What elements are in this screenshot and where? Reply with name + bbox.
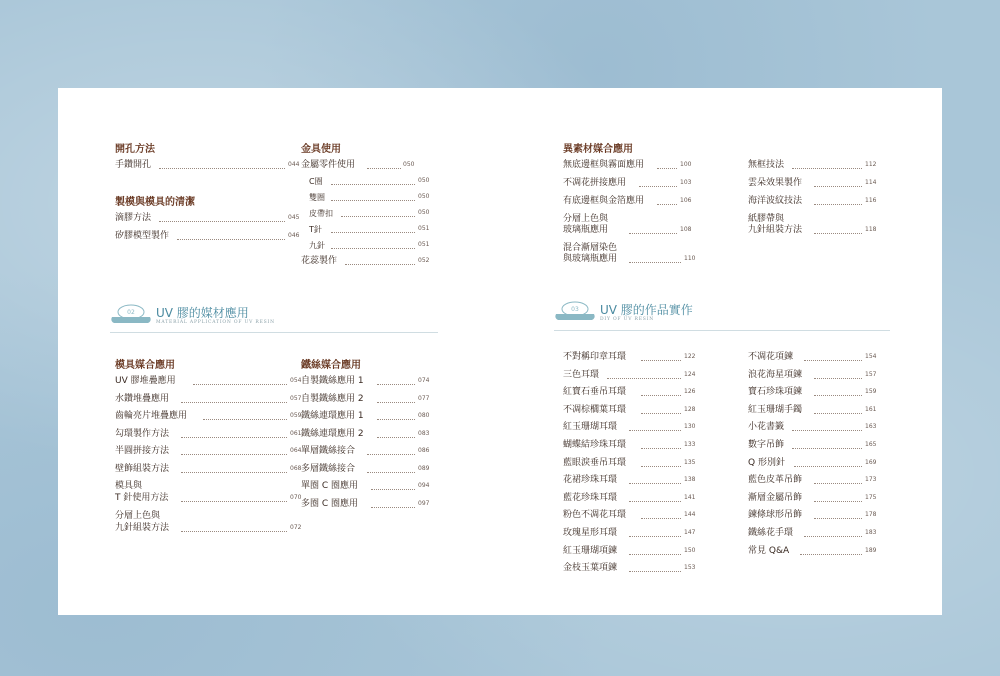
- toc-item[interactable]: [563, 160, 753, 178]
- leader-dots: [331, 232, 415, 233]
- toc-item-page: 059: [290, 412, 302, 419]
- toc-item-page: 089: [418, 464, 430, 472]
- leader-dots: [629, 554, 681, 555]
- toc-item[interactable]: [301, 446, 451, 464]
- toc-item-label: 滴膠方法: [115, 213, 152, 223]
- toc-item-page: 122: [684, 353, 696, 360]
- leader-dots: [641, 360, 681, 361]
- toc-item-label: 齒輪亮片堆疊應用: [115, 411, 188, 421]
- toc-item-page: 070: [290, 494, 302, 501]
- toc-item[interactable]: [115, 160, 305, 178]
- section-divider: [110, 332, 438, 333]
- leader-dots: [377, 437, 415, 438]
- toc-item[interactable]: [301, 481, 451, 499]
- toc-item-page: 074: [418, 377, 430, 384]
- toc-item-page: 169: [865, 458, 877, 466]
- leader-dots: [181, 454, 287, 455]
- category-title: 金具使用: [301, 144, 341, 155]
- toc-item-page: 138: [684, 476, 696, 484]
- toc-item-label: 手鑽開孔: [115, 160, 152, 170]
- toc-item[interactable]: [563, 422, 733, 440]
- toc-item-page: 124: [684, 370, 696, 378]
- toc-item[interactable]: [748, 196, 888, 214]
- toc-item[interactable]: [563, 563, 733, 581]
- toc-item-page: 072: [290, 524, 302, 531]
- toc-item[interactable]: [748, 422, 888, 440]
- toc-item-label: 紅玉珊瑚項鍊: [563, 545, 618, 556]
- toc-item-label: 不凋花項鍊: [748, 352, 794, 362]
- leader-dots: [629, 571, 681, 572]
- toc-item[interactable]: [563, 475, 733, 493]
- toc-item[interactable]: [748, 546, 888, 564]
- leader-dots: [181, 402, 287, 403]
- leader-dots: [804, 360, 862, 361]
- toc-item[interactable]: [563, 440, 733, 458]
- toc-item-page: 147: [684, 528, 696, 536]
- toc-item[interactable]: [748, 528, 888, 546]
- leader-dots: [177, 239, 285, 240]
- toc-item-label: 壁飾組裝方法: [115, 463, 170, 474]
- leader-dots: [377, 402, 415, 403]
- toc-item[interactable]: [301, 256, 451, 272]
- toc-item-page: 050: [418, 177, 430, 184]
- toc-item-label: 金屬零件使用: [301, 160, 356, 170]
- leader-dots: [814, 518, 862, 519]
- toc-item-page: 044: [288, 161, 300, 168]
- toc-item[interactable]: [748, 440, 888, 458]
- toc-item-page: 128: [684, 405, 696, 413]
- toc-item-page: 045: [288, 214, 300, 221]
- toc-item-label: UV 膠堆疊應用: [115, 376, 176, 386]
- toc-item-label: 分層上色與: [563, 214, 609, 224]
- toc-item[interactable]: [563, 214, 753, 243]
- toc-item[interactable]: [301, 240, 451, 256]
- toc-item-page: 052: [418, 257, 430, 264]
- toc-list: [115, 213, 305, 249]
- leader-dots: [814, 186, 862, 187]
- toc-item-page: 118: [865, 226, 877, 233]
- toc-item-label: 海洋波紋技法: [748, 196, 803, 206]
- toc-item-page: 083: [418, 429, 430, 437]
- toc-item-label: 模具與: [115, 481, 143, 491]
- toc-item-label: 不凋花拼接應用: [563, 178, 627, 188]
- leader-dots: [345, 264, 415, 265]
- toc-item-page: 154: [865, 353, 877, 360]
- toc-item-label: 不對稱印章耳環: [563, 352, 627, 362]
- toc-item-page: 116: [865, 197, 877, 204]
- toc-item[interactable]: [748, 352, 888, 370]
- leader-dots: [814, 501, 862, 502]
- toc-item[interactable]: [301, 394, 451, 412]
- leader-dots: [629, 233, 677, 234]
- toc-item-label: 矽膠模型製作: [115, 231, 170, 241]
- toc-item-page: 178: [865, 511, 877, 519]
- toc-item-label: 鍊條球形吊飾: [748, 510, 803, 521]
- toc-item[interactable]: [748, 387, 888, 405]
- leader-dots: [159, 168, 285, 169]
- toc-item-page: 057: [290, 394, 302, 402]
- toc-item-label: 花蕊製作: [301, 256, 338, 266]
- toc-item-label: 紅玉珊瑚耳環: [563, 422, 618, 433]
- toc-item-page: 050: [403, 161, 415, 168]
- toc-item-page: 157: [865, 370, 877, 378]
- toc-item-page: 051: [418, 241, 430, 248]
- leader-dots: [181, 472, 287, 473]
- toc-item-label: 勾環製作方法: [115, 428, 170, 439]
- leader-dots: [371, 489, 415, 490]
- toc-item[interactable]: [301, 208, 451, 224]
- toc-item-page: 080: [418, 412, 430, 419]
- toc-item-label: 多圈 C 圈應用: [301, 498, 359, 509]
- leader-dots: [181, 531, 287, 532]
- toc-item[interactable]: [115, 411, 315, 429]
- section-divider: [554, 330, 890, 331]
- toc-item-page: 094: [418, 482, 430, 489]
- leader-dots: [641, 466, 681, 467]
- toc-item-label: 粉色不凋花耳環: [563, 510, 627, 521]
- toc-item[interactable]: [563, 405, 733, 423]
- toc-list: [563, 352, 733, 581]
- toc-item[interactable]: [748, 493, 888, 511]
- leader-dots: [814, 395, 862, 396]
- toc-item[interactable]: [563, 243, 753, 272]
- leader-dots: [341, 216, 415, 217]
- leader-dots: [641, 413, 681, 414]
- section-title: UV 膠的作品實作: [600, 303, 693, 317]
- section-title: UV 膠的媒材應用: [156, 306, 249, 320]
- toc-item-label-line2: 九針組裝方法: [748, 225, 803, 235]
- toc-item-page: 144: [684, 511, 696, 519]
- toc-item-label-line2: T 針使用方法: [115, 493, 169, 503]
- toc-item-page: 100: [680, 161, 692, 168]
- toc-item[interactable]: [301, 499, 451, 517]
- toc-item-label: T針: [309, 225, 322, 234]
- toc-list: [748, 160, 888, 243]
- toc-item-label: 有底邊框與金箔應用: [563, 196, 645, 206]
- toc-item-label: 鐵絲連環應用 2: [301, 428, 364, 439]
- toc-item-label: 紙膠帶與: [748, 214, 785, 224]
- toc-item-page: 150: [684, 546, 696, 554]
- toc-item[interactable]: [748, 178, 888, 196]
- toc-item-page: 097: [418, 499, 430, 507]
- toc-item-label: 浪花海星項鍊: [748, 369, 803, 380]
- toc-item[interactable]: [563, 352, 733, 370]
- section-subtitle: MATERIAL APPLICATION OF UV RESIN: [156, 320, 275, 325]
- toc-item-page: 046: [288, 232, 300, 239]
- toc-item-label: 雙圈: [309, 193, 325, 202]
- toc-item-page: 051: [418, 225, 430, 232]
- leader-dots: [629, 501, 681, 502]
- toc-item[interactable]: [563, 370, 733, 388]
- toc-item-label: 小花書籤: [748, 422, 785, 433]
- toc-item-label: Q 形別針: [748, 457, 785, 468]
- toc-item-page: 077: [418, 394, 430, 402]
- toc-item[interactable]: [563, 387, 733, 405]
- toc-list: [563, 160, 753, 272]
- toc-item-page: 189: [865, 546, 877, 554]
- toc-item-label: 金枝玉葉項鍊: [563, 563, 618, 574]
- toc-item[interactable]: [301, 464, 451, 482]
- toc-item-label: 鐵絲花手環: [748, 527, 794, 538]
- toc-item[interactable]: [301, 376, 451, 394]
- leader-dots: [331, 184, 415, 185]
- leader-dots: [792, 430, 862, 431]
- toc-item-label-line2: 與玻璃瓶應用: [563, 254, 618, 264]
- category-title: 開孔方法: [115, 144, 155, 155]
- leader-dots: [371, 507, 415, 508]
- category-title: 製模與模具的清潔: [115, 197, 195, 208]
- leader-dots: [367, 454, 415, 455]
- toc-item[interactable]: [301, 192, 451, 208]
- toc-item-label: 不凋棕櫚葉耳環: [563, 404, 627, 415]
- toc-item[interactable]: [748, 405, 888, 423]
- toc-item[interactable]: [748, 214, 888, 243]
- toc-item-label: 無框技法: [748, 160, 785, 170]
- toc-item-page: 106: [680, 197, 692, 204]
- leader-dots: [639, 186, 677, 187]
- toc-item[interactable]: [563, 546, 733, 564]
- toc-item[interactable]: [301, 224, 451, 240]
- toc-item-label: 常見 Q&A: [748, 545, 790, 556]
- toc-item[interactable]: [748, 510, 888, 528]
- toc-item-label: 紅寶石垂吊耳環: [563, 387, 627, 398]
- leader-dots: [814, 413, 862, 414]
- toc-item-page: 108: [680, 226, 692, 233]
- toc-item[interactable]: [115, 429, 315, 447]
- toc-item-label: 雲朵效果製作: [748, 178, 803, 188]
- toc-item[interactable]: [563, 510, 733, 528]
- toc-item[interactable]: [301, 160, 451, 176]
- toc-item-label: 寶石珍珠項鍊: [748, 387, 803, 398]
- toc-item-label: 花裙珍珠耳環: [563, 475, 618, 486]
- leader-dots: [641, 395, 681, 396]
- toc-item-label: 單層鐵絲接合: [301, 446, 356, 456]
- leader-dots: [181, 437, 287, 438]
- toc-item-page: 133: [684, 440, 696, 448]
- toc-item-page: 068: [290, 464, 302, 472]
- leader-dots: [629, 483, 681, 484]
- toc-item-label: 水鑽堆疊應用: [115, 393, 170, 404]
- toc-item[interactable]: [748, 160, 888, 178]
- toc-item-label: C圈: [309, 177, 323, 186]
- section-number: 02: [127, 309, 135, 316]
- leader-dots: [377, 384, 415, 385]
- toc-item[interactable]: [563, 196, 753, 214]
- toc-item-page: 163: [865, 423, 877, 431]
- leader-dots: [814, 378, 862, 379]
- leader-dots: [657, 168, 677, 169]
- toc-item-page: 064: [290, 447, 302, 454]
- toc-item[interactable]: [748, 458, 888, 476]
- toc-item-page: 050: [418, 209, 430, 216]
- toc-item-label: 藍色皮革吊飾: [748, 475, 803, 486]
- toc-item-label: 漸層金屬吊飾: [748, 492, 803, 503]
- leader-dots: [792, 448, 862, 449]
- toc-item-label-line2: 九針組裝方法: [115, 523, 170, 533]
- leader-dots: [377, 419, 415, 420]
- toc-item-label: 皮帶扣: [309, 209, 333, 218]
- toc-item-label: 半圓拼接方法: [115, 446, 170, 456]
- toc-item-label: 數字吊飾: [748, 439, 785, 450]
- leader-dots: [814, 233, 862, 234]
- toc-item-page: 086: [418, 447, 430, 454]
- book-spread: [58, 88, 942, 615]
- toc-item-page: 126: [684, 388, 696, 396]
- toc-item-page: 141: [684, 493, 696, 501]
- toc-item-page: 061: [290, 429, 302, 437]
- toc-item-label: 藍眼淚垂吊耳環: [563, 457, 627, 468]
- leader-dots: [159, 221, 285, 222]
- toc-item-page: 175: [865, 493, 877, 501]
- toc-item-page: 165: [865, 440, 877, 448]
- leader-dots: [814, 483, 862, 484]
- leader-dots: [203, 419, 287, 420]
- leader-dots: [629, 262, 681, 263]
- toc-list: [748, 352, 888, 563]
- toc-item[interactable]: [563, 493, 733, 511]
- leader-dots: [331, 248, 415, 249]
- section-badge-03: [554, 300, 596, 324]
- toc-item-label: 無底邊框與霧面應用: [563, 160, 645, 170]
- toc-item-label: 自製鐵絲應用 2: [301, 393, 364, 404]
- toc-item[interactable]: [115, 394, 315, 412]
- toc-item-page: 173: [865, 476, 877, 484]
- toc-item-label: 三色耳環: [563, 369, 600, 380]
- section-number: 03: [571, 306, 579, 313]
- toc-item-page: 161: [865, 405, 877, 413]
- toc-item[interactable]: [301, 411, 451, 429]
- leader-dots: [794, 466, 862, 467]
- leader-dots: [331, 200, 415, 201]
- toc-item[interactable]: [563, 528, 733, 546]
- toc-item-page: 135: [684, 458, 696, 466]
- category-title: 鐵絲媒合應用: [301, 360, 361, 371]
- toc-item-page: 103: [680, 179, 692, 186]
- toc-item-label: 九針: [309, 241, 325, 250]
- toc-item[interactable]: [301, 429, 451, 447]
- category-title: 異素材媒合應用: [563, 144, 633, 155]
- leader-dots: [814, 204, 862, 205]
- leader-dots: [607, 378, 681, 379]
- leader-dots: [641, 448, 681, 449]
- toc-item-label: 玫瑰星形耳環: [563, 527, 618, 538]
- toc-item[interactable]: [748, 370, 888, 388]
- toc-list: [301, 160, 451, 272]
- toc-item-page: 110: [684, 255, 696, 262]
- toc-item[interactable]: [115, 446, 315, 464]
- toc-item-page: 183: [865, 528, 877, 536]
- toc-item-page: 112: [865, 161, 877, 168]
- leader-dots: [800, 554, 862, 555]
- toc-item-page: 130: [684, 423, 696, 431]
- toc-item-label-line2: 玻璃瓶應用: [563, 225, 609, 235]
- toc-item[interactable]: [748, 475, 888, 493]
- toc-item-label: 鐵絲連環應用 1: [301, 411, 364, 421]
- category-title: 模具媒合應用: [115, 360, 175, 371]
- toc-item-label: 單圈 C 圈應用: [301, 481, 359, 491]
- toc-item-label: 蝴蝶結珍珠耳環: [563, 439, 627, 450]
- toc-list: [115, 160, 305, 178]
- toc-item-label: 紅玉珊瑚手鐲: [748, 404, 803, 415]
- toc-item[interactable]: [115, 464, 315, 482]
- leader-dots: [367, 168, 401, 169]
- toc-item[interactable]: [115, 231, 305, 249]
- toc-list: [301, 376, 451, 516]
- toc-item-label: 混合漸層染色: [563, 243, 618, 253]
- toc-item-page: 050: [418, 193, 430, 200]
- toc-item[interactable]: [115, 213, 305, 231]
- toc-item[interactable]: [115, 481, 315, 511]
- section-badge-02: [110, 303, 152, 327]
- section-subtitle: DIY OF UV RESIN: [600, 317, 654, 322]
- toc-item-page: 114: [865, 179, 877, 186]
- leader-dots: [641, 518, 681, 519]
- toc-item[interactable]: [563, 458, 733, 476]
- leader-dots: [193, 384, 287, 385]
- toc-item-page: 054: [290, 377, 302, 384]
- leader-dots: [629, 536, 681, 537]
- toc-item-label: 藍花珍珠耳環: [563, 492, 618, 503]
- leader-dots: [804, 536, 862, 537]
- toc-item[interactable]: [115, 376, 315, 394]
- toc-item-label: 多層鐵絲接合: [301, 463, 356, 474]
- leader-dots: [367, 472, 415, 473]
- toc-item[interactable]: [563, 178, 753, 196]
- toc-item[interactable]: [301, 176, 451, 192]
- toc-item-label: 自製鐵絲應用 1: [301, 376, 364, 386]
- toc-item-label: 分層上色與: [115, 511, 161, 521]
- toc-item-page: 159: [865, 388, 877, 396]
- leader-dots: [181, 501, 287, 502]
- leader-dots: [792, 168, 862, 169]
- toc-item-page: 153: [684, 564, 696, 572]
- toc-item[interactable]: [115, 511, 315, 541]
- toc-list: [115, 376, 315, 541]
- leader-dots: [657, 204, 677, 205]
- leader-dots: [629, 430, 681, 431]
